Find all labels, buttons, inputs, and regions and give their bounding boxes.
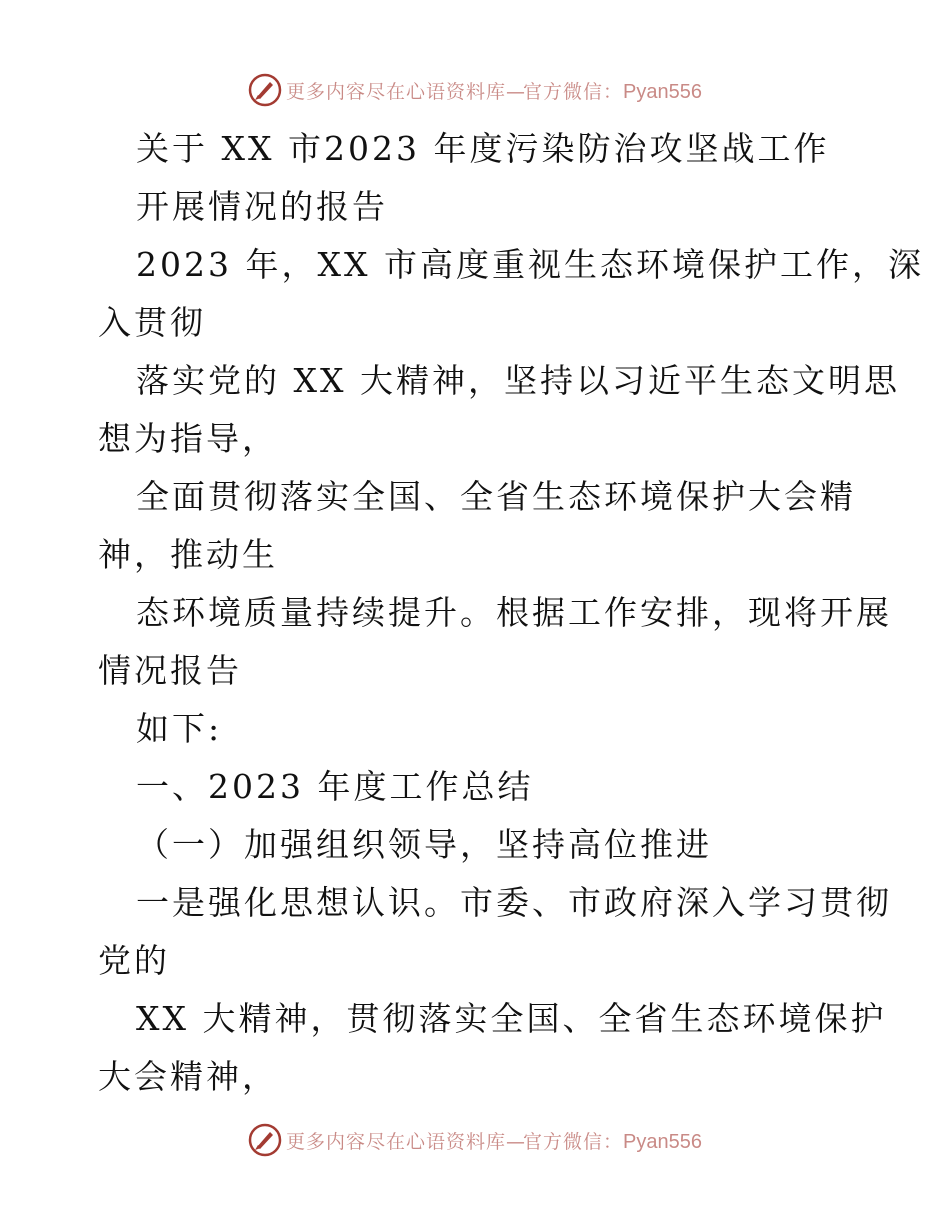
watermark-wechat-label: 官方微信： xyxy=(523,1130,624,1153)
watermark-wechat-label: 官方微信： xyxy=(523,80,624,103)
paragraph-line: 2023 年，XX 市高度重视生态环境保护工作，深 xyxy=(136,245,924,284)
watermark-separator: — xyxy=(506,80,524,103)
paragraph-line: 如下: xyxy=(136,709,223,748)
paragraph-line: XX 大精神，贯彻落实全国、全省生态环境保护 xyxy=(136,999,887,1038)
watermark-wechat-id: Pyan556 xyxy=(623,80,702,103)
pen-logo-icon xyxy=(248,73,282,107)
section-heading: 一、2023 年度工作总结 xyxy=(136,767,534,806)
document-title-line-1: 关于 XX 市2023 年度污染防治攻坚战工作 xyxy=(136,129,830,168)
document-body xyxy=(98,120,924,1106)
paragraph-line: 落实党的 XX 大精神，坚持以习近平生态文明思 xyxy=(136,361,900,400)
paragraph-line: 大会精神， xyxy=(98,1057,278,1096)
paragraph-line: 一是强化思想认识。市委、市政府深入学习贯彻 xyxy=(136,883,892,922)
watermark-separator: — xyxy=(506,1130,524,1153)
paragraph-line: 党的 xyxy=(98,941,170,980)
watermark-banner-bottom xyxy=(0,1120,950,1160)
subsection-heading: （一）加强组织领导，坚持高位推进 xyxy=(136,825,712,864)
paragraph-line: 情况报告 xyxy=(98,651,242,690)
watermark-banner-top xyxy=(0,70,950,110)
watermark-wechat-id: Pyan556 xyxy=(623,1130,702,1153)
watermark-text xyxy=(286,1127,702,1154)
paragraph-line: 想为指导， xyxy=(98,419,278,458)
paragraph-line: 全面贯彻落实全国、全省生态环境保护大会精 xyxy=(136,477,856,516)
watermark-main-text: 更多内容尽在心语资料库 xyxy=(286,1130,507,1153)
paragraph-line: 态环境质量持续提升。根据工作安排，现将开展 xyxy=(136,593,892,632)
paragraph-line: 神，推动生 xyxy=(98,535,278,574)
watermark-text xyxy=(286,77,702,104)
paragraph-line: 入贯彻 xyxy=(98,303,206,342)
document-title-line-2: 开展情况的报告 xyxy=(136,187,388,226)
watermark-main-text: 更多内容尽在心语资料库 xyxy=(286,80,507,103)
pen-logo-icon xyxy=(248,1123,282,1157)
